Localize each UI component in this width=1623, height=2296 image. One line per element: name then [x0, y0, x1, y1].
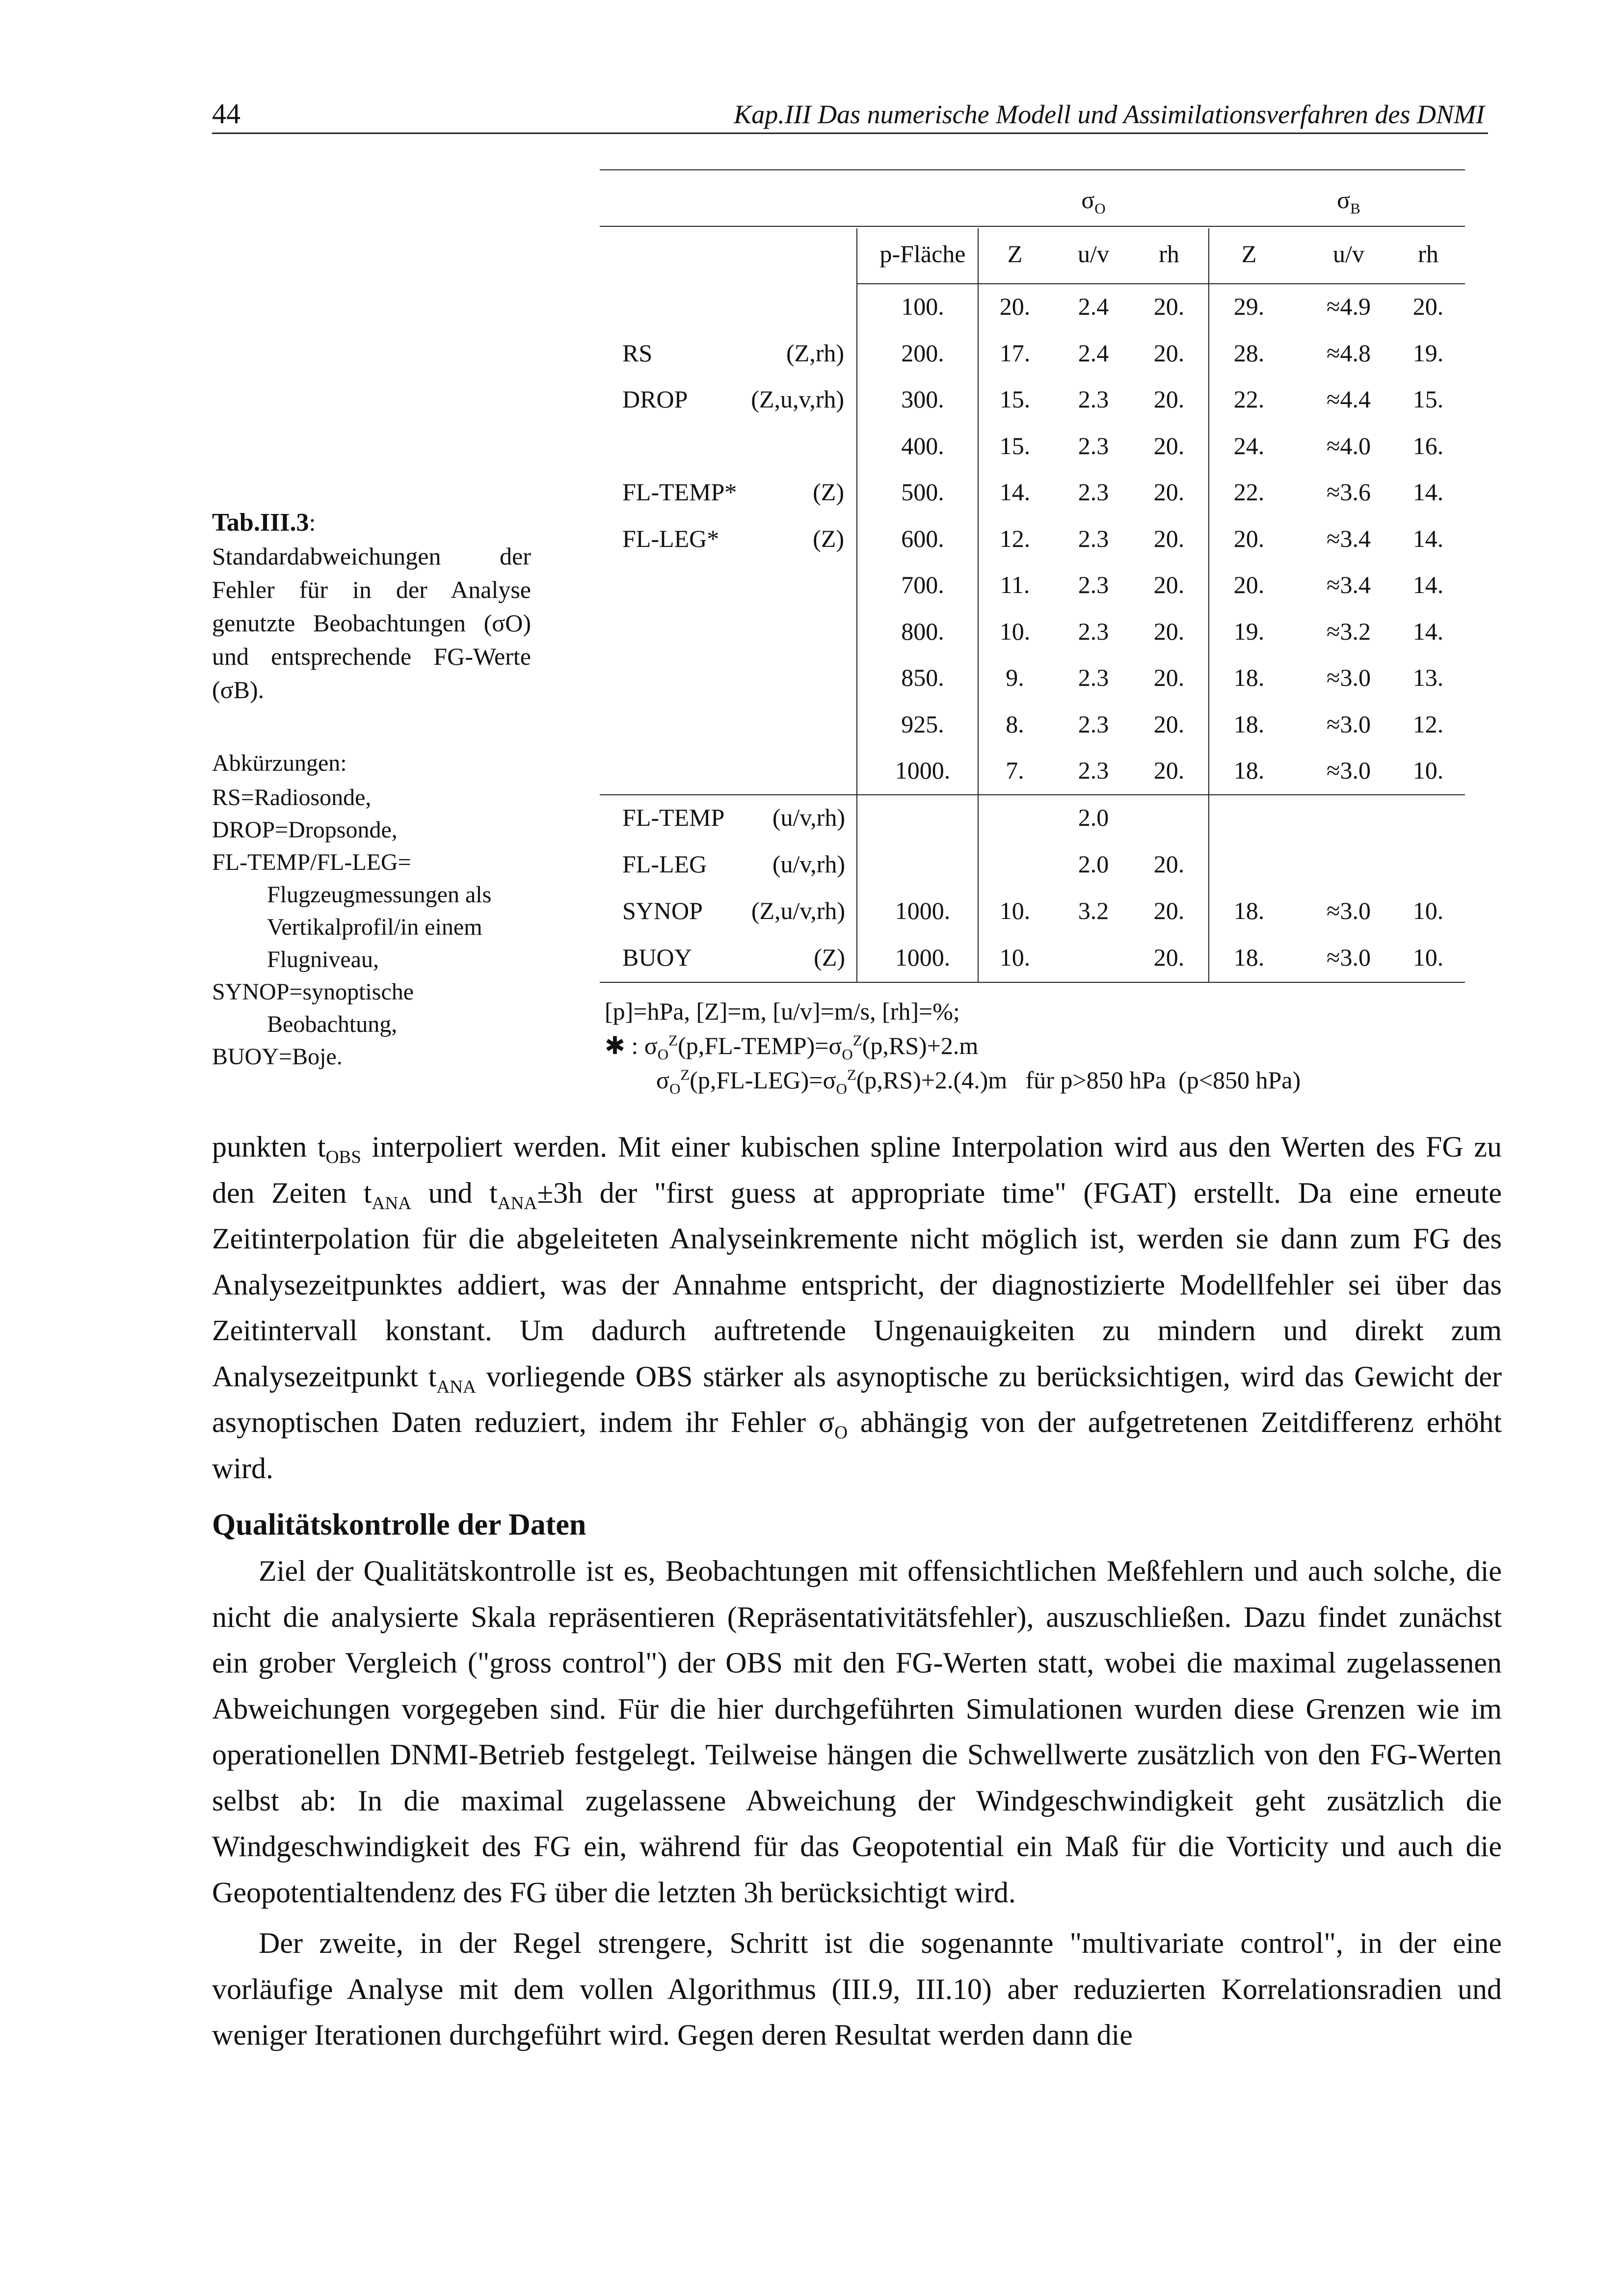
table-cell: 20. — [1153, 385, 1185, 413]
table-cell: 19. — [1412, 339, 1444, 367]
table-cell: 15. — [999, 385, 1031, 413]
table-cell: 2.4 — [1078, 339, 1109, 367]
table-cell: 14. — [1412, 524, 1444, 552]
row-label-name: RS — [622, 339, 653, 367]
table-cell: 20. — [1153, 293, 1185, 320]
table-cell: 20. — [1412, 293, 1444, 320]
table-cell: 20. — [1153, 432, 1185, 459]
table-cell: ≈4.8 — [1327, 339, 1371, 367]
paragraph-1: punkten $t_{OBS}$ interpoliert werden. Mit einer kubischen spline Interpolation wird aus den Werten des FG zu den Zeiten $t_{ANA}$ und $t_{ANA}\pm 3h$ der "first guess at appropriate time" (FGAT) erstellt. Da eine erneute Zeitinterpolation für die abgeleiteten Analyseinkremente nicht möglich ist, werden sie dann zum FG des Analysezeitpunktes addiert, was der Annahme entspricht, der diagnostizierte Modellfehler sei über das Zeitintervall konstant. Um dadurch auftretende Ungenauigkeiten zu mindern und direkt zum Analysezeitpunkt $t_{ANA}$ vorliegende OBS stärker als asynoptische zu berücksichtigen, wird das Gewicht der asynoptischen Daten reduziert, indem ihr Fehler $\sigma_O$ abhängig von der aufgetretenen Zeitdifferenz erhöht wird. — [212, 1131, 1502, 1485]
row-label-vars: (Z,u/v,rh) — [751, 897, 845, 924]
table-cell: 2.3 — [1078, 617, 1109, 645]
table-cell: ≈3.6 — [1327, 478, 1371, 506]
table-cell: 9. — [1006, 664, 1024, 691]
table-cell: 28. — [1233, 339, 1265, 367]
error-table — [0, 0, 1623, 1031]
col-header: p-Fläche — [879, 240, 966, 268]
table-cell: 10. — [1412, 897, 1444, 924]
table-cell: 29. — [1233, 293, 1265, 320]
row-label-vars: (Z) — [814, 944, 845, 971]
table-vrule — [1208, 228, 1209, 982]
row-label-name: DROP — [622, 385, 688, 413]
table-cell: 2.3 — [1078, 478, 1109, 506]
paragraph-2: Ziel der Qualitätskontrolle ist es, Beobachtungen mit offensichtlichen Meßfehlern und auch solche, die nicht die analysierte Skala repräsentieren (Repräsentativitätsfehler), auszuschließen. Dazu findet zunächst ein grober Vergleich ("gross control") der OBS mit den FG-Werten statt, wobei die maximal zugelassenen Abweichungen vorgegeben sind. Für die hier durchgeführten Simulationen wurden diese Grenzen wie im operationellen DNMI-Betrieb festgelegt. Teilweise hängen die Schwellwerte zusätzlich von den FG-Werten selbst ab: In die maximal zugelassene Abweichung der Windgeschwindigkeit geht zusätzlich die Windgeschwindigkeit des FG ein, während für das Geopotential ein Maß für die Vorticity und auch die Geopotentialtendenz des FG über die letzten 3h berücksichtigt wird. — [212, 1555, 1502, 1909]
table-cell: 24. — [1233, 432, 1265, 459]
table-cell: ≈3.4 — [1327, 524, 1371, 552]
table-cell: 17. — [999, 339, 1031, 367]
abbr-line: SYNOP=synoptische — [212, 979, 414, 1005]
row-label-vars: (u/v,rh) — [772, 804, 845, 831]
table-vrule — [978, 228, 979, 982]
table-cell: 1000. — [895, 897, 951, 924]
table-cell: 20. — [1153, 478, 1185, 506]
table-cell: 200. — [901, 339, 944, 367]
table-cell: 20. — [1153, 944, 1185, 971]
row-label-vars: (Z,rh) — [786, 339, 844, 367]
table-cell: 600. — [901, 524, 944, 552]
table-cell: 10. — [1412, 756, 1444, 784]
abbr-line: Vertikalprofil/in einem — [267, 914, 482, 940]
table-cell: ≈3.2 — [1327, 617, 1371, 645]
table-cell: 1000. — [895, 756, 951, 784]
table-cell: 14. — [999, 478, 1031, 506]
table-cell: 18. — [1233, 944, 1265, 971]
table-cell: 2.3 — [1078, 571, 1109, 598]
row-label-name: FL-TEMP — [622, 804, 725, 831]
table-cell: 800. — [901, 617, 944, 645]
table-cell: 12. — [999, 524, 1031, 552]
table-rule — [600, 226, 1465, 227]
row-label-vars: (Z) — [813, 478, 844, 506]
table-rule — [600, 169, 1465, 170]
caption-label: Tab.III.3 — [212, 509, 309, 537]
table-rule — [600, 794, 1465, 795]
table-cell: ≈3.4 — [1327, 571, 1371, 598]
col-header: Z — [1241, 240, 1257, 268]
col-header: rh — [1159, 240, 1179, 268]
col-header: rh — [1418, 240, 1438, 268]
running-title: Kap.III Das numerische Modell und Assimilationsverfahren des DNMI — [734, 100, 1485, 129]
table-cell: 20. — [999, 293, 1031, 320]
table-cell: ≈3.0 — [1327, 664, 1371, 691]
paragraph-3: Der zweite, in der Regel strengere, Schritt ist die sogenannte "multivariate control", in der eine vorläufige Analyse mit dem vollen Algorithmus (III.9, III.10) aber reduzierten Korrelationsradien und weniger Iterationen durchgeführt wird. Gegen deren Resultat werden dann die — [212, 1927, 1502, 2051]
table-cell: 850. — [901, 664, 944, 691]
table-cell: 20. — [1153, 339, 1185, 367]
table-cell: ≈4.9 — [1327, 293, 1371, 320]
table-cell: 2.3 — [1078, 756, 1109, 784]
row-label-vars: (u/v,rh) — [772, 850, 845, 878]
col-header: u/v — [1078, 240, 1109, 268]
sigma-b-header: $\sigma_B$ — [1337, 186, 1360, 217]
table-cell: 18. — [1233, 664, 1265, 691]
table-cell: 8. — [1006, 710, 1024, 738]
table-cell: 16. — [1412, 432, 1444, 459]
table-cell: 2.0 — [1078, 804, 1109, 831]
page-number: 44 — [212, 98, 240, 130]
row-label-name: SYNOP — [622, 897, 703, 924]
abbr-line: RS=Radiosonde, — [212, 784, 372, 810]
row-label-name: FL-LEG — [622, 850, 707, 878]
table-cell: 2.4 — [1078, 293, 1109, 320]
table-cell: ≈4.0 — [1327, 432, 1371, 459]
table-cell: ≈3.0 — [1327, 897, 1371, 924]
table-cell: 18. — [1233, 710, 1265, 738]
row-label-name: FL-LEG* — [622, 524, 719, 552]
table-cell: 20. — [1153, 617, 1185, 645]
table-cell: 3.2 — [1078, 897, 1109, 924]
row-label-vars: (Z) — [813, 524, 844, 552]
table-cell: ≈3.0 — [1327, 756, 1371, 784]
table-cell: 7. — [1006, 756, 1024, 784]
table-cell: 20. — [1153, 756, 1185, 784]
table-cell: 20. — [1233, 571, 1265, 598]
table-vrule — [856, 228, 857, 982]
table-cell: 700. — [901, 571, 944, 598]
table-cell: 2.3 — [1078, 385, 1109, 413]
table-rule — [856, 283, 1465, 284]
table-cell: 14. — [1412, 571, 1444, 598]
units-note: [p]=hPa, [Z]=m, [u/v]=m/s, [rh]=%; — [605, 998, 960, 1025]
table-cell: 20. — [1153, 571, 1185, 598]
table-cell: 18. — [1233, 756, 1265, 784]
table-cell: 18. — [1233, 897, 1265, 924]
table-cell: 22. — [1233, 478, 1265, 506]
col-header: Z — [1007, 240, 1023, 268]
table-cell: 925. — [901, 710, 944, 738]
table-cell: ≈4.4 — [1327, 385, 1371, 413]
body-text — [212, 1124, 1502, 2058]
table-cell: 11. — [1000, 571, 1030, 598]
abbr-line: DROP=Dropsonde, — [212, 817, 398, 843]
col-header: u/v — [1333, 240, 1364, 268]
table-cell: 20. — [1153, 524, 1185, 552]
table-cell: 20. — [1153, 850, 1185, 878]
table-cell: 12. — [1412, 710, 1444, 738]
table-cell: 400. — [901, 432, 944, 459]
abbr-line: Beobachtung, — [267, 1011, 398, 1037]
table-notes — [605, 994, 1301, 1097]
table-cell: 500. — [901, 478, 944, 506]
table-cell: 20. — [1233, 524, 1265, 552]
star-note-1: ✱ : $\sigma_O^Z(p,FL-TEMP)=\sigma_O^Z(p,RS)+2.m$ — [605, 1031, 979, 1063]
table-cell: 300. — [901, 385, 944, 413]
table-rule — [600, 982, 1465, 983]
table-cell: 1000. — [895, 944, 951, 971]
star-note-2: $\sigma_O^Z(p,FL-LEG)=\sigma_O^Z(p,RS)+2.(4.)m$ für p>850 hPa (p<850 hPa) — [656, 1066, 1301, 1097]
section-heading: Qualitätskontrolle der Daten — [212, 1508, 586, 1541]
table-cell: 15. — [1412, 385, 1444, 413]
table-cell: ≈3.0 — [1327, 710, 1371, 738]
table-cell: 20. — [1153, 897, 1185, 924]
table-cell: 2.3 — [1078, 524, 1109, 552]
table-cell: 2.0 — [1078, 850, 1109, 878]
table-cell: 22. — [1233, 385, 1265, 413]
row-label-name: BUOY — [622, 944, 692, 971]
table-cell: 14. — [1412, 617, 1444, 645]
abbr-line: FL-TEMP/FL-LEG= — [212, 849, 411, 875]
table-cell: 19. — [1233, 617, 1265, 645]
row-label-name: FL-TEMP* — [622, 478, 737, 506]
table-cell: 10. — [999, 944, 1031, 971]
abbr-line: Flugzeugmessungen als — [267, 882, 492, 908]
sigma-o-header: $\sigma_O$ — [1081, 186, 1106, 217]
table-cell: 15. — [999, 432, 1031, 459]
table-cell: ≈3.0 — [1327, 944, 1371, 971]
table-cell: 100. — [901, 293, 944, 320]
table-cell: 20. — [1153, 664, 1185, 691]
table-cell: 2.3 — [1078, 664, 1109, 691]
caption-text: : Standardabweichungen der Fehler für in der Analyse genutzte Beobachtungen (σO) und entsprechende FG-Werte (σB). — [212, 509, 531, 703]
row-label-vars: (Z,u,v,rh) — [751, 385, 844, 413]
table-cell: 10. — [1412, 944, 1444, 971]
table-cell: 10. — [999, 897, 1031, 924]
table-cell: 13. — [1412, 664, 1444, 691]
table-cell: 2.3 — [1078, 432, 1109, 459]
abbreviations-title: Abkürzungen: — [212, 750, 347, 776]
table-cell: 14. — [1412, 478, 1444, 506]
table-cell: 20. — [1153, 710, 1185, 738]
abbr-line: Flugniveau, — [267, 946, 379, 972]
abbr-line: BUOY=Boje. — [212, 1044, 343, 1070]
table-cell: 2.3 — [1078, 710, 1109, 738]
table-cell: 10. — [999, 617, 1031, 645]
